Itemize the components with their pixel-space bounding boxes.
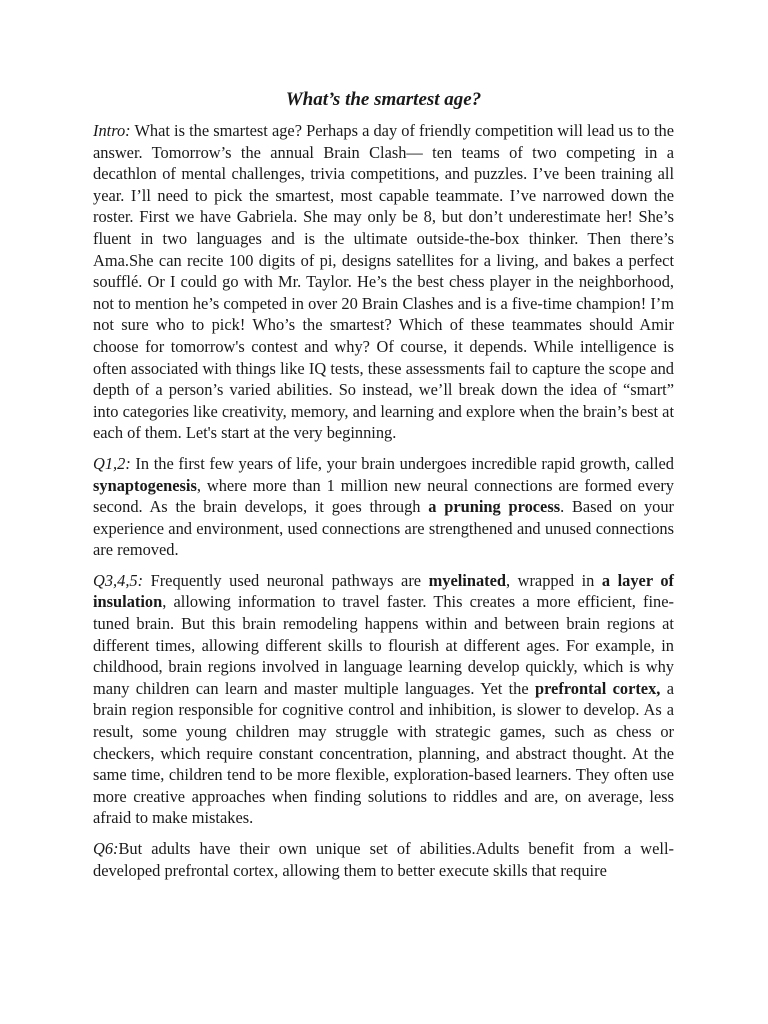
- paragraph-text: a brain region responsible for cognitive control and inhibition, is slower to develop. As a result, some young children may struggle with strategic games, such as chess or checkers, which require constant concentration, planning, and abstract thought. At the same time, children tend to be more flexible, exploration-based learners. They often use more creative approaches when finding solutions to riddles and are, on average, less afraid to make mistakes.: [93, 678, 674, 828]
- document-page: [93, 86, 674, 890]
- paragraph-text: . Based on your experience and environment, used connections are strengthened and unused connections are removed.: [93, 497, 674, 560]
- paragraph-text: , allowing information to travel faster. This creates a more efficient, fine-tuned brain. But this brain remodeling happens within and between brain regions at different times, allowing different skills to flourish at different ages. For example, in childhood, brain regions involved in language learning develop quickly, which is why many children can learn and master multiple languages. Yet the: [93, 592, 674, 698]
- section-label: Intro:: [93, 121, 131, 140]
- paragraph-2: [93, 453, 674, 561]
- section-label: Q6:: [93, 839, 119, 858]
- key-term: a pruning process: [428, 497, 561, 517]
- paragraph-text: Frequently used neuronal pathways are: [143, 570, 429, 590]
- paragraph-4: [93, 838, 674, 881]
- key-term: myelinated: [428, 570, 506, 590]
- document-title: What’s the smartest age?: [285, 89, 482, 110]
- section-label: Q1,2:: [93, 453, 131, 473]
- key-term: synaptogenesis: [93, 475, 197, 495]
- paragraph-text: In the first few years of life, your brain undergoes incredible rapid growth, called: [130, 453, 674, 473]
- key-term: a layer of insulation: [93, 570, 674, 612]
- paragraph-text: But adults have their own unique set of abilities.Adults benefit from a well-developed prefrontal cortex, allowing them to better execute skills that require: [93, 839, 674, 880]
- paragraph-3: [93, 570, 674, 829]
- paragraph-text: What is the smartest age? Perhaps a day of friendly competition will lead us to the answer. Tomorrow’s the annual Brain Clash— ten teams of two competing in a decathlon of mental challenges, trivia competitions, and puzzles. I’ve been training all year. I’ll need to pick the smartest, most capable teammate. I’ve narrowed down the roster. First we have Gabriela. She may only be 8, but don’t underestimate her! She’s fluent in two languages and is the ultimate outside-the-box thinker. Then there’s Ama.She can recite 100 digits of pi, designs satellites for a living, and bakes a perfect soufflé. Or I could go with Mr. Taylor. He’s the best chess player in the neighborhood, not to mention he’s competed in over 20 Brain Clashes and is a five-time champion! I’m not sure who to pick! Who’s the smartest? Which of these teammates should Amir choose for tomorrow's contest and why? Of course, it depends. While intelligence is often associated with things like IQ tests, these assessments fail to capture the scope and depth of a person’s varied abilities. So instead, we’ll break down the idea of “smart” into categories like creativity, memory, and learning and explore when the brain’s best at each of them. Let's start at the very beginning.: [93, 121, 674, 443]
- document-body: [93, 120, 674, 881]
- paragraph-1: [93, 120, 674, 444]
- key-term: prefrontal cortex,: [534, 678, 661, 698]
- paragraph-text: , where more than 1 million new neural connections are formed every second. As the brain develops, it goes through: [93, 475, 674, 517]
- section-label: Q3,4,5:: [93, 570, 144, 590]
- paragraph-text: , wrapped in: [506, 570, 602, 590]
